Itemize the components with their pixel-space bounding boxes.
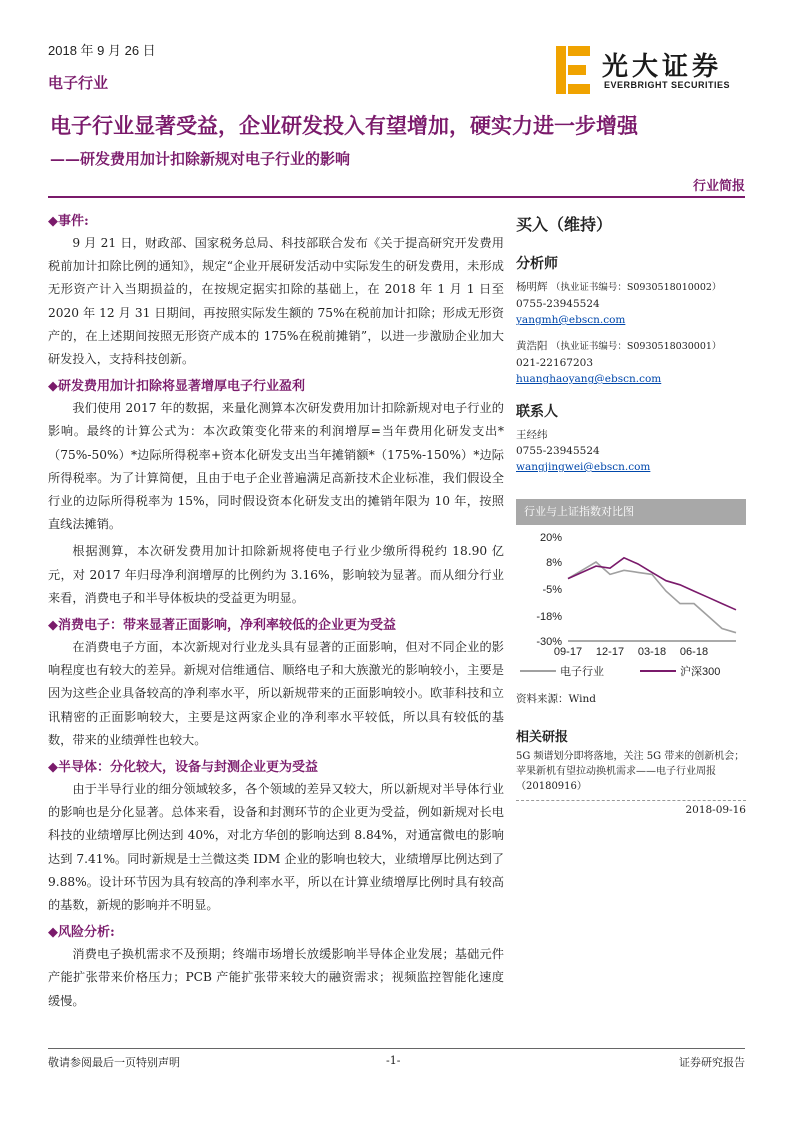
x-tick-label: 06-18	[679, 646, 709, 658]
analyst-license: （执业证书编号：S0930518030001）	[550, 341, 722, 352]
chart-heading: 行业与上证指数对比图	[516, 499, 746, 525]
section-consumer-electronics	[48, 614, 504, 752]
y-tick-label: -30%	[536, 636, 562, 648]
paragraph: 我们使用 2017 年的数据，来量化测算本次研发费用加计扣除新规对电子行业的影响。最终的计算公式为：本次政策变化带来的利润增厚=当年费用化研发支出*（75%-50%）*边际所得税率+资本化研发支出当年摊销额*（175%-150%）*边际所得税率。为了计算简便，且由于电子企业普遍满足高新技术企业标准，我们假设全行业的边际所得税率为 15%，同时假设资本化研发支出的摊销年限为 10 年，按照直线法摊销。	[48, 401, 504, 532]
report-title: 电子行业显著受益，企业研发投入有望增加，硬实力进一步增强	[50, 113, 638, 138]
analyst-email[interactable]: huanghaoyang@ebscn.com	[516, 373, 662, 385]
section-heading: ◆研发费用加计扣除将显著增厚电子行业盈利	[48, 379, 305, 395]
analyst-heading: 分析师	[516, 256, 558, 272]
sidebar	[516, 206, 746, 816]
footer-report-type: 证券研究报告	[679, 1056, 745, 1069]
x-tick-label: 09-17	[553, 646, 583, 658]
paragraph: 由于半导行业的细分领域较多，各个领域的差异又较大，所以新规对半导体行业的影响也是分化显著。总体来看，设备和封测环节的企业更为受益，例如新规对长电科技的业绩增厚比例达到 40%，对北方华创的影响达到 8.84%，对通富微电的影响达到 7.41%。同时新规是士兰微这类 IDM 企业的影响也较大，业绩增厚比例达到了 9.88%。设计环节因为具有较高的净利率水平，所以在计算业绩增厚比例时具有较高的基数，新规的影响并不明显。	[48, 782, 504, 913]
legend-label: 沪深300	[680, 666, 721, 678]
section-heading: ◆事件:	[48, 214, 89, 229]
everbright-logo-icon	[556, 46, 594, 94]
section-heading: ◆消费电子：带来显著正面影响，净利率较低的企业更为受益	[48, 618, 396, 634]
paragraph: 9 月 21 日，财政部、国家税务总局、科技部联合发布《关于提高研究开发费用税前加计扣除比例的通知》，规定“企业开展研发活动中实际发生的研发费用，未形成无形资产计入当期损益的，在按规定据实扣除的基础上，在 2018 年 1 月 1 日至 2020 年 12 月 31 日期间，再按照实际发生额的 75%在税前加计扣除；形成无形资产的，在上述期间按照无形资产成本的 175%在税前摊销”，以进一步激励企业加大研发投入，支持科技创新。	[48, 236, 504, 367]
analyst-card	[516, 338, 746, 387]
chart-source: 资料来源：Wind	[516, 693, 596, 705]
rating: 买入（维持）	[516, 215, 613, 234]
series-line	[568, 558, 736, 610]
analyst-phone: 021-22167203	[516, 357, 594, 369]
contact-card	[516, 427, 746, 475]
industry-vs-index-chart	[516, 525, 746, 685]
report-subtitle: ——研发费用加计扣除新规对电子行业的影响	[50, 150, 351, 168]
y-tick-label: 8%	[546, 556, 562, 569]
contact-heading: 联系人	[516, 404, 558, 420]
y-tick-label: 20%	[539, 532, 562, 544]
logo-text-cn: 光大证券	[602, 52, 723, 82]
analyst-name: 杨明辉	[516, 281, 548, 293]
paragraph: 消费电子换机需求不及预期；终端市场增长放缓影响半导体企业发展；基础元件产能扩张带来价格压力；PCB 产能扩张带来较大的融资需求；视频监控智能化速度缓慢。	[48, 947, 504, 1008]
x-tick-label: 03-18	[637, 646, 667, 658]
paragraph: 根据测算，本次研发费用加计扣除新规将使电子行业少缴所得税约 18.90 亿元，对 2017 年归母净利润增厚的比例约为 3.16%，影响较为显著。而从细分行业来看，消费电子和半导体板块的受益更为明显。	[48, 544, 504, 605]
main-column	[48, 206, 504, 1017]
paragraph: 在消费电子方面，本次新规对行业龙头具有显著的正面影响，但对不同企业的影响程度也有较大的差异。新规对信维通信、顺络电子和大族激光的影响较小，主要是因为这些企业具备较高的净利率水平，所以新规带来的正面影响较小。欧菲科技和立讯精密的正面影响较大，主要是这两家企业的净利率水平较低，所以具有较低的基数，带来的业绩弹性也较大。	[48, 640, 504, 747]
contact-phone: 0755-23945524	[516, 445, 600, 457]
contact-name: 王经纬	[516, 429, 548, 441]
section-semiconductor	[48, 756, 504, 917]
section-risk	[48, 921, 504, 1013]
section-heading: ◆半导体：分化较大，设备与封测企业更为受益	[48, 760, 318, 776]
logo-text-en: EVERBRIGHT SECURITIES	[604, 80, 731, 90]
analyst-phone: 0755-23945524	[516, 298, 600, 310]
analyst-email[interactable]: yangmh@ebscn.com	[516, 314, 626, 326]
footer-divider	[48, 1048, 745, 1049]
analyst-name: 黄浩阳	[516, 340, 548, 352]
related-report-link[interactable]: 5G 频谱划分即将落地，关注 5G 带来的创新机会；苹果新机有望拉动换机需求——电子行业周报（20180916）	[516, 751, 745, 792]
footer-disclaimer: 敬请参阅最后一页特别声明	[48, 1056, 180, 1069]
section-event	[48, 210, 504, 371]
analyst-license: （执业证书编号：S0930518010002）	[550, 282, 722, 293]
analyst-card	[516, 279, 746, 328]
section-rd-impact	[48, 375, 504, 610]
page-number: -1-	[386, 1054, 401, 1067]
y-tick-label: -18%	[536, 611, 562, 624]
x-tick-label: 12-17	[595, 646, 625, 658]
related-report-date: 2018-09-16	[516, 800, 746, 816]
report-date: 2018 年 9 月 26 日	[48, 43, 156, 58]
legend-label: 电子行业	[560, 666, 604, 678]
header-divider	[48, 196, 745, 198]
contact-email[interactable]: wangjingwei@ebscn.com	[516, 461, 651, 473]
industry-label: 电子行业	[48, 75, 109, 92]
section-heading: ◆风险分析:	[48, 925, 115, 941]
doc-type-label: 行业简报	[692, 179, 745, 194]
related-heading: 相关研报	[516, 730, 569, 745]
y-tick-label: -5%	[542, 584, 562, 596]
